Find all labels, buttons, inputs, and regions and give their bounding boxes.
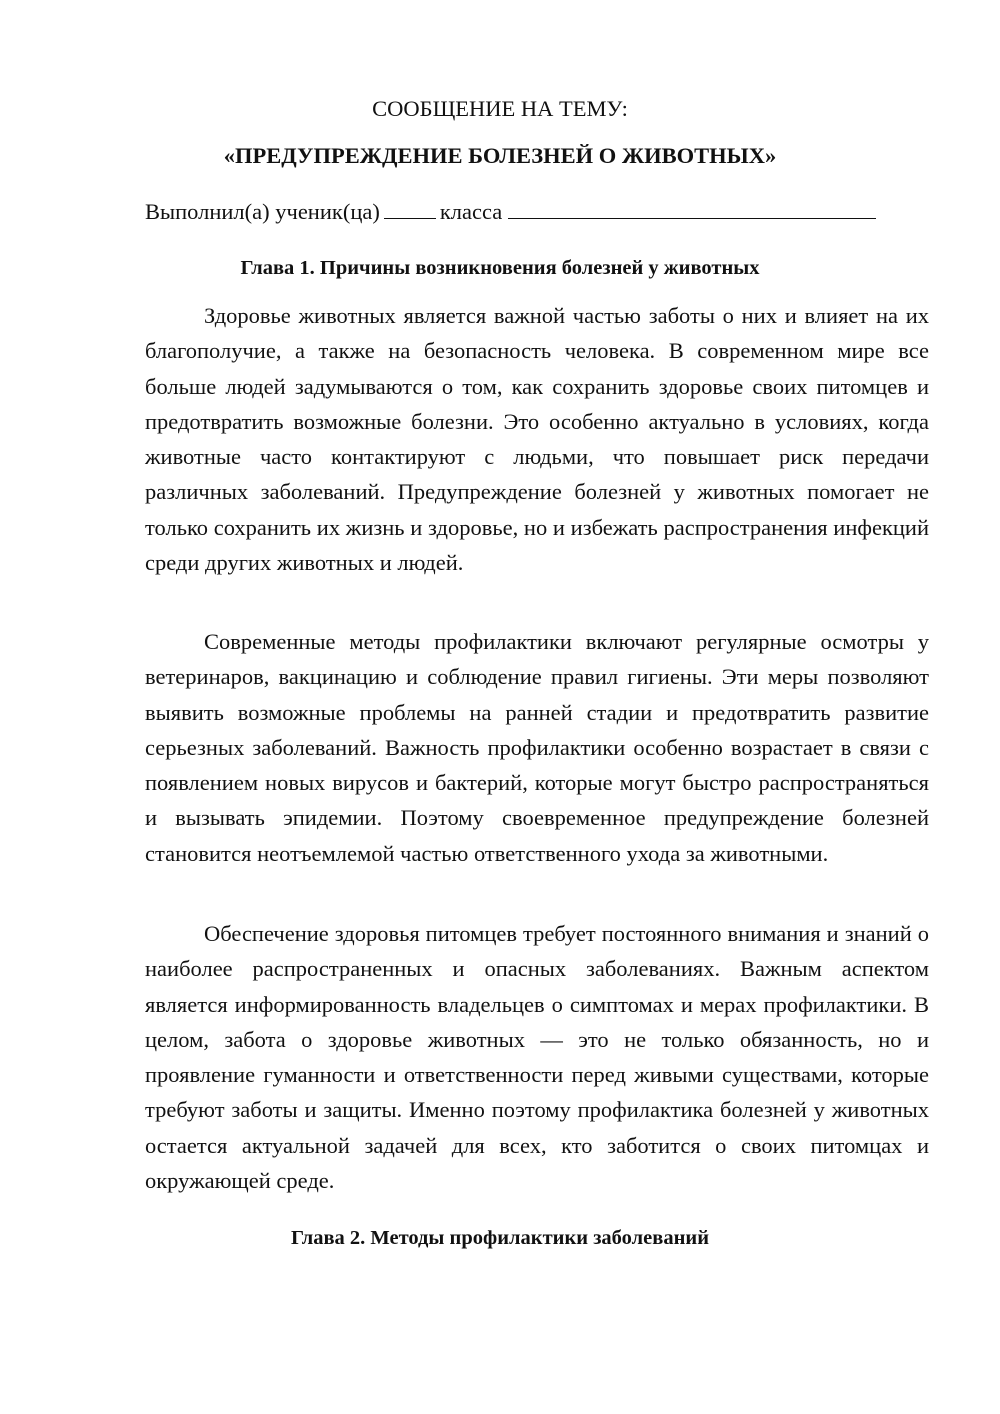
author-prefix: Выполнил(а) ученик(ца)	[145, 199, 380, 224]
document-title-line-1: СООБЩЕНИЕ НА ТЕМУ:	[372, 96, 628, 121]
class-label: класса	[439, 199, 503, 224]
chapter-2-heading: Глава 2. Методы профилактики заболеваний	[290, 1227, 710, 1249]
chapter-1-heading: Глава 1. Причины возникновения болезней у животных	[240, 257, 760, 279]
paragraph-1: Здоровье животных является важной частью заботы о них и влияет на их благополучие, а также на безопасность человека. В современном мире все больше людей задумываются о том, как сохранить здоровье своих питомцев и предотвратить возможные болезни. Это особенно актуально в условиях, когда животные часто контактируют с людьми, что повышает риск передачи различных заболеваний. Предупреждение болезней у животных помогает не только сохранить их жизнь и здоровье, но и избежать распространения инфекций среди других животных и людей.	[145, 303, 929, 576]
paragraph-3: Обеспечение здоровья питомцев требует постоянного внимания и знаний о наиболее распространенных и опасных заболеваниях. Важным аспектом является информированность владельцев о симптомах и мерах профилактики. В целом, забота о здоровье животных — это не только обязанность, но и проявление гуманности и ответственности перед живыми существами, которые требуют заботы и защиты. Именно поэтому профилактика болезней у животных остается актуальной задачей для всех, кто заботится о своих питомцах и окружающей среде.	[145, 921, 929, 1194]
paragraph-2: Современные методы профилактики включают регулярные осмотры у ветеринаров, вакцинацию и соблюдение правил гигиены. Эти меры позволяют выявить возможные проблемы на ранней стадии и предотвратить развитие серьезных заболеваний. Важность профилактики особенно возрастает в связи с появлением новых вирусов и бактерий, которые могут быстро распространяться и вызывать эпидемии. Поэтому своевременное предупреждение болезней становится неотъемлемой частью ответственного ухода за животными.	[145, 629, 929, 866]
author-line	[145, 197, 935, 227]
document-title-line-2: «ПРЕДУПРЕЖДЕНИЕ БОЛЕЗНЕЙ О ЖИВОТНЫХ»	[223, 143, 777, 168]
class-name-blank	[508, 197, 876, 219]
grade-blank	[384, 197, 436, 219]
